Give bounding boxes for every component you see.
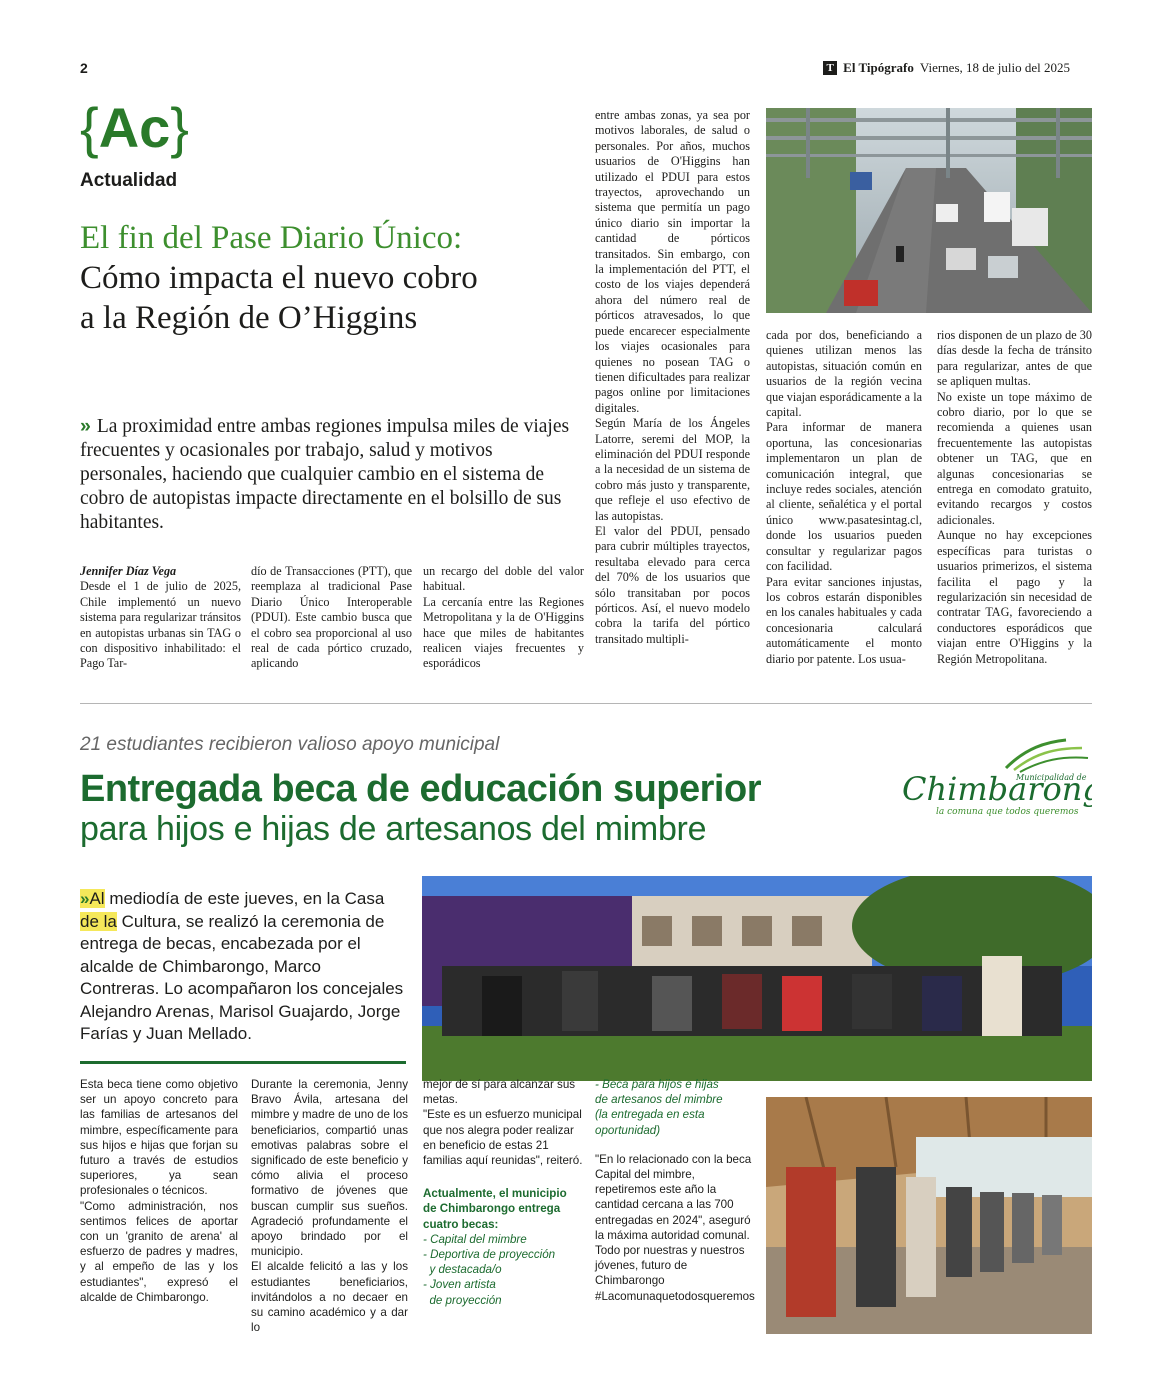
col4-text: "En lo relacionado con la beca Capital del mimbre, repetiremos este año la cantidad cercana a las 700 entregadas en 2024", aseguró la máxima autoridad comunal. Todo por nuestras y nuestros jóvenes, futuro de Chimbarongo #Lacomunaquetodosqueremos: [595, 1152, 755, 1303]
article2-lead: [80, 888, 405, 1046]
becas-heading: Actualmente, el municipio de Chimbarongo entrega cuatro becas:: [423, 1187, 567, 1231]
chevron-double-right-icon: »: [80, 889, 90, 908]
lead-text: La proximidad entre ambas regiones impulsa miles de viajes frecuentes y ocasionales por trabajo, salud y motivos personales, haciendo que cualquier cambio en el sistema de cobro de autopistas impacte directamente en el bolsillo de sus habitantes.: [80, 416, 570, 533]
article2-kicker: 21 estudiantes recibieron valioso apoyo municipal: [80, 734, 500, 755]
article2-col1: Esta beca tiene como objetivo ser un apoyo concreto para las familias de artesanos del mimbre, específicamente para sus hijos e hijas que forjan su futuro a través de estudios superiores, ya sean profesionales o técnicos. "Como administración, nos sentimos felices de aportar con un 'granito de arena' al esfuerzo de padres y madres, y al empeño de las y los estudiantes", expresó el alcalde de Chimbarongo.: [80, 1078, 238, 1304]
highway-photo: [766, 108, 1092, 313]
article2-headline-light: para hijos e hijas de artesanos del mimbre: [80, 810, 707, 848]
group-photo: [422, 876, 1092, 1081]
section-label: Actualidad: [80, 170, 178, 191]
headline-line2: Cómo impacta el nuevo cobro: [80, 260, 478, 296]
byline: Jennifer Díaz Vega: [80, 564, 177, 578]
article2-headline-bold: Entregada beca de educación superior: [80, 768, 761, 810]
lead2-highlight-1: Al: [89, 889, 105, 908]
beca-item: y destacada/o: [423, 1263, 502, 1277]
headline-line3: a la Región de O’Higgins: [80, 300, 418, 336]
lead2-text-1: mediodía de este jueves, en la Casa: [104, 889, 385, 908]
article1-headline: [80, 218, 580, 338]
audience-photo-art: [766, 1097, 1092, 1334]
col1-text: Desde el 1 de julio de 2025, Chile implementó un nuevo sistema para regularizar tránsitos en autopistas urbanas sin TAG o con dispositivo inhabilitado: el Pago Tar-: [80, 579, 241, 671]
masthead: [823, 60, 1070, 76]
article1-col2: dío de Transacciones (PTT), que reemplaza al tradicional Pase Diario Único Interoperable (PDUI). Este cambio busca que el cobro sea proporcional al uso real de cada pórtico cruzado, aplicando: [251, 564, 412, 671]
article1-lead: [80, 414, 575, 535]
chimbarongo-logo-art: [896, 738, 1092, 830]
section-divider: [80, 703, 1092, 704]
masthead-name: El Tipógrafo: [843, 60, 914, 75]
article1-col6: rios disponen de un plazo de 30 días desde la fecha de tránsito para regularizar, antes de que se apliquen multas. No existe un tope máximo de cobro diario, por lo que se recomienda a quienes usan frecuentemente las autopistas obtener un TAG, que en algunas concesionarias se entrega en comodato gratuito, evitando recargos y costos adicionales. Aunque no hay excepciones específicas para turistas o usuarios primerizos, el sistema facilita el pago y la regularización sin necesidad de contratar TAG, favoreciendo a conductores esporádicos que viajan entre O'Higgins y la Región Metropolitana.: [937, 328, 1092, 666]
section-code: Ac: [98, 96, 171, 159]
masthead-date: Viernes, 18 de julio del 2025: [919, 60, 1070, 75]
group-photo-art: [422, 876, 1092, 1081]
lead2-highlight-2: de la: [80, 911, 117, 931]
page-number: 2: [80, 60, 88, 76]
lead2-text-2: Cultura, se realizó la ceremonia de entrega de becas, encabezada por el alcalde de Chimbarongo, Marco Contreras. Lo acompañaron los concejales Alejandro Arenas, Marisol Guajardo, Jorge Farías y Juan Mellado.: [80, 911, 404, 1043]
beca-item: - Joven artista: [423, 1278, 496, 1292]
audience-photo: [766, 1097, 1092, 1334]
highway-photo-art: [766, 108, 1092, 313]
headline-green: El fin del Pase Diario Único:: [80, 220, 463, 256]
col3-text: mejor de sí para alcanzar sus metas. "Este es un esfuerzo municipal que nos alegra poder realizar en beneficio de estas 21 familias aquí reunidas", reiteró.: [423, 1078, 583, 1168]
article2-col3: [423, 1077, 583, 1308]
lead2-rule: [80, 1061, 406, 1064]
tipografo-logo-icon: T: [823, 61, 837, 75]
beca-item: de proyección: [423, 1293, 502, 1307]
article2-col2: Durante la ceremonia, Jenny Bravo Ávila, artesana del mimbre y madre de uno de los beneficiarios, compartió unas emotivas palabras sobre el significado de este beneficio y cómo alivia el proceso formativo de jóvenes que buscan cumplir sus sueños. Agradeció profundamente el apoyo brindado por el municipio. El alcalde felicitó a las y los estudiantes beneficiarios, invitándolos a no decaer en su camino académico y a dar lo: [251, 1078, 408, 1335]
logo-name-text: Chimbaron: [902, 770, 1083, 808]
article1-col4: entre ambas zonas, ya sea por motivos laborales, de salud o personales. Por años, muchos usuarios de O'Higgins han utilizado el PDUI para estos trayectos, aprovechando un sistema que permitía un pago único diario sin importar la cantidad de pórticos transitados. Sin embargo, con la implementación del PTT, el costo de los viajes dependerá ahora del número real de pórticos atravesados, lo que puede encarecer especialmente los viajes ocasionales para quienes no posean TAG o tienen dificultades para realizar pagos online por limitaciones digitales. Según María de los Ángeles Latorre, seremi del MOP, la eliminación del PDUI responde a la necesidad de un sistema de cobro más justo y transparente, que refleje el uso efectivo de las autopistas. El valor del PDUI, pensado para cubrir múltiples trayectos, resultaba elevado para cerca del 70% de los usuarios que sólo transitaban por pocos pórticos. Así, el nuevo modelo cobra la tarifa del pórtico transitado multipli-: [595, 108, 750, 646]
beca-item: - Deportiva de proyección: [423, 1248, 556, 1262]
article2-col4: [595, 1077, 753, 1304]
logo-tagline-text: la comuna que todos queremos: [936, 807, 1079, 817]
brace-open: {: [80, 96, 99, 159]
article1-col5: cada por dos, beneficiando a quienes utilizan menos las autopistas, situación común en usuarios de la región vecina que viajan esporádicamente a la capital. Para informar de manera oportuna, las concesionarias implementaron un plan de comunicación integral, que incluye redes sociales, atención al cliente, señalética y el portal único www.pasatesintag.cl, donde los usuarios pueden consultar y regularizar pagos con facilidad. Para evitar sanciones injustas, los cobros estarán disponibles en los canales habituales y cada concesionaria calculará automáticamente el monto diario por patente. Los usua-: [766, 328, 922, 666]
article1-col1: [80, 564, 241, 672]
article1-col3: un recargo del doble del valor habitual. La cercanía entre las Regiones Metropolitana y la de O'Higgins hace que miles de habitantes realicen viajes frecuentes y esporádicos: [423, 564, 584, 671]
section-mark: [80, 96, 189, 159]
logo-top-text: Municipalidad de: [1016, 773, 1087, 782]
brace-close: }: [170, 96, 189, 159]
chimbarongo-logo: [896, 738, 1092, 830]
beca-item: - Capital del mimbre: [423, 1232, 527, 1246]
beca-item-last: - Beca para hijos e hijas de artesanos del mimbre (la entregada en esta oportunidad): [595, 1078, 723, 1137]
chevron-double-right-icon: »: [80, 415, 91, 437]
